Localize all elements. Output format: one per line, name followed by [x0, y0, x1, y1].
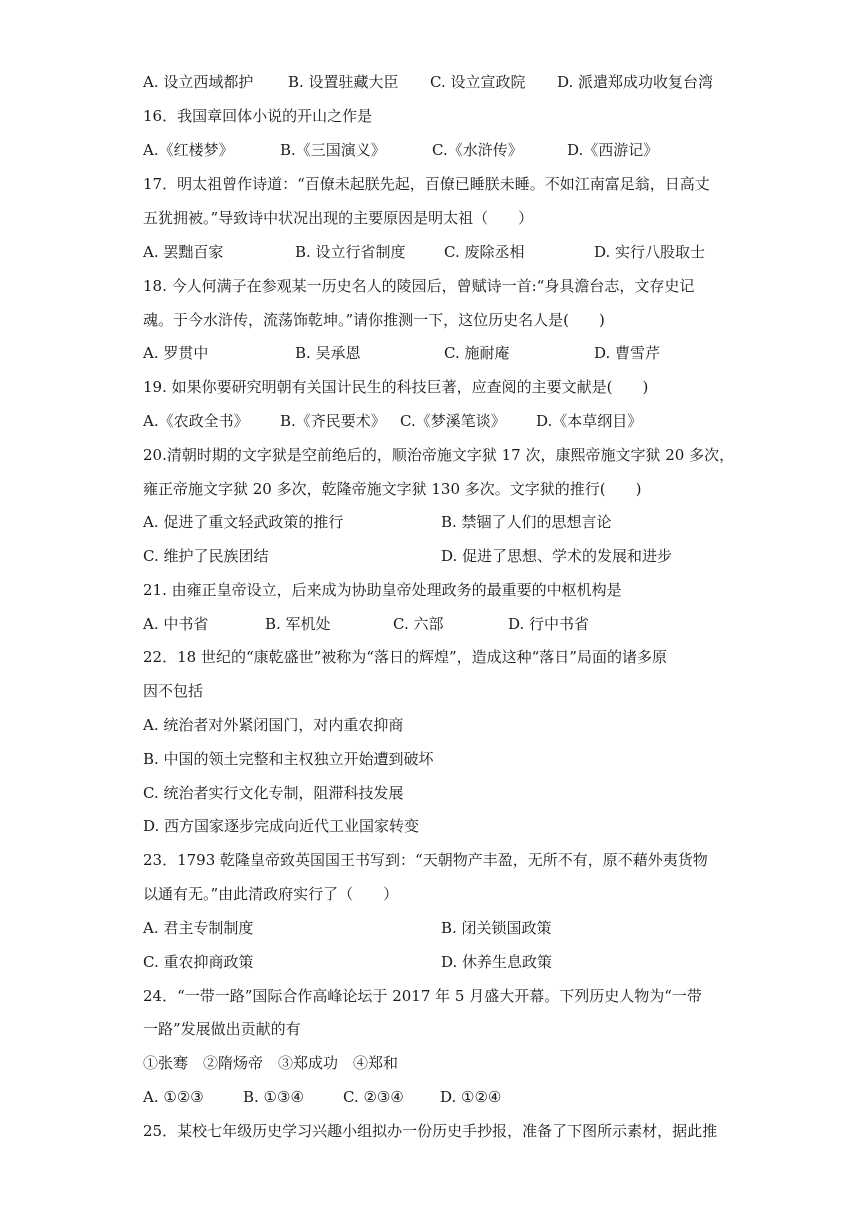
- option-b: B. 军机处: [265, 615, 331, 633]
- option-c: C. 统治者实行文化专制，阻滞科技发展: [143, 784, 404, 802]
- question-stem: 雍正帝施文字狱 20 多次，乾隆帝施文字狱 130 多次。文字狱的推行( ): [143, 480, 642, 498]
- option-c: C. ②③④: [343, 1088, 404, 1106]
- option-c: C.《水浒传》: [432, 141, 523, 159]
- option-b: B. 设立行省制度: [295, 243, 406, 261]
- option-d: D. 促进了思想、学术的发展和进步: [441, 547, 673, 565]
- option-a: A. ①②③: [143, 1088, 204, 1106]
- question-choices-list: ①张骞 ②隋炀帝 ③郑成功 ④郑和: [143, 1054, 399, 1072]
- option-b: B.《齐民要术》: [280, 412, 386, 430]
- question-stem: 21. 由雍正皇帝设立，后来成为协助皇帝处理政务的最重要的中枢机构是: [143, 581, 622, 599]
- question-stem: 以通有无。”由此清政府实行了（ ）: [143, 885, 399, 903]
- option-d: D. 行中书省: [508, 615, 590, 633]
- question-stem: 18. 今人何满子在参观某一历史名人的陵园后，曾赋诗一首:“身具澹台志，文存史记: [143, 277, 695, 295]
- option-c: C. 重农抑商政策: [143, 953, 254, 971]
- option-b: B. 禁锢了人们的思想言论: [441, 513, 612, 531]
- question-stem: 因不包括: [143, 682, 204, 700]
- option-a: A. 统治者对外紧闭国门，对内重农抑商: [143, 716, 404, 734]
- option-b: B. 设置驻藏大臣: [288, 73, 399, 91]
- question-stem: 19. 如果你要研究明朝有关国计民生的科技巨著，应查阅的主要文献是( ): [143, 378, 649, 396]
- question-stem: 16．我国章回体小说的开山之作是: [143, 107, 373, 125]
- option-b: B.《三国演义》: [280, 141, 386, 159]
- option-d: D. 休养生息政策: [441, 953, 553, 971]
- option-c: C. 施耐庵: [444, 344, 510, 362]
- option-c: C. 设立宣政院: [430, 73, 526, 91]
- option-a: A. 君主专制制度: [143, 919, 254, 937]
- option-b: B. 吴承恩: [295, 344, 361, 362]
- option-a: A. 促进了重文轻武政策的推行: [143, 513, 344, 531]
- option-a: A. 罗贯中: [143, 344, 209, 362]
- option-c: C. 废除丞相: [444, 243, 525, 261]
- option-d: D.《本草纲目》: [536, 412, 643, 430]
- question-stem: 25．某校七年级历史学习兴趣小组拟办一份历史手抄报，准备了下图所示素材，据此推: [143, 1122, 718, 1140]
- question-stem: 一路”发展做出贡献的有: [143, 1020, 301, 1038]
- question-stem: 17．明太祖曾作诗道：“百僚未起朕先起，百僚已睡朕未睡。不如江南富足翁，日高丈: [143, 175, 710, 193]
- option-b: B. 闭关锁国政策: [441, 919, 552, 937]
- option-d: D. 曹雪芹: [594, 344, 661, 362]
- option-a: A. 设立西域都护: [143, 73, 254, 91]
- option-a: A.《农政全书》: [143, 412, 249, 430]
- option-d: D.《西游记》: [567, 141, 659, 159]
- option-d: D. 派遣郑成功收复台湾: [557, 73, 714, 91]
- option-c: C. 维护了民族团结: [143, 547, 269, 565]
- question-stem: 魂。于今水浒传，流荡饰乾坤。”请你推测一下，这位历史名人是( ): [143, 311, 605, 329]
- question-stem: 五犹拥被。”导致诗中状况出现的主要原因是明太祖（ ）: [143, 209, 534, 227]
- question-stem: 24．“一带一路”国际合作高峰论坛于 2017 年 5 月盛大开幕。下列历史人物为“一带: [143, 987, 702, 1005]
- option-d: D. 西方国家逐步完成向近代工业国家转变: [143, 817, 420, 835]
- option-a: A.《红楼梦》: [143, 141, 234, 159]
- option-b: B. ①③④: [243, 1088, 304, 1106]
- option-b: B. 中国的领土完整和主权独立开始遭到破坏: [143, 750, 434, 768]
- option-a: A. 中书省: [143, 615, 209, 633]
- question-stem: 23．1793 乾隆皇帝致英国国王书写到：“天朝物产丰盈，无所不有，原不藉外夷货物: [143, 851, 708, 869]
- question-stem: 22．18 世纪的“康乾盛世”被称为“落日的辉煌”，造成这种“落日”局面的诸多原: [143, 648, 667, 666]
- option-c: C. 六部: [393, 615, 444, 633]
- question-stem: 20.清朝时期的文字狱是空前绝后的，顺治帝施文字狱 17 次，康熙帝施文字狱 20 多次，: [143, 446, 735, 464]
- option-d: D. 实行八股取士: [594, 243, 706, 261]
- option-d: D. ①②④: [440, 1088, 502, 1106]
- option-a: A. 罢黜百家: [143, 243, 224, 261]
- option-c: C.《梦溪笔谈》: [400, 412, 506, 430]
